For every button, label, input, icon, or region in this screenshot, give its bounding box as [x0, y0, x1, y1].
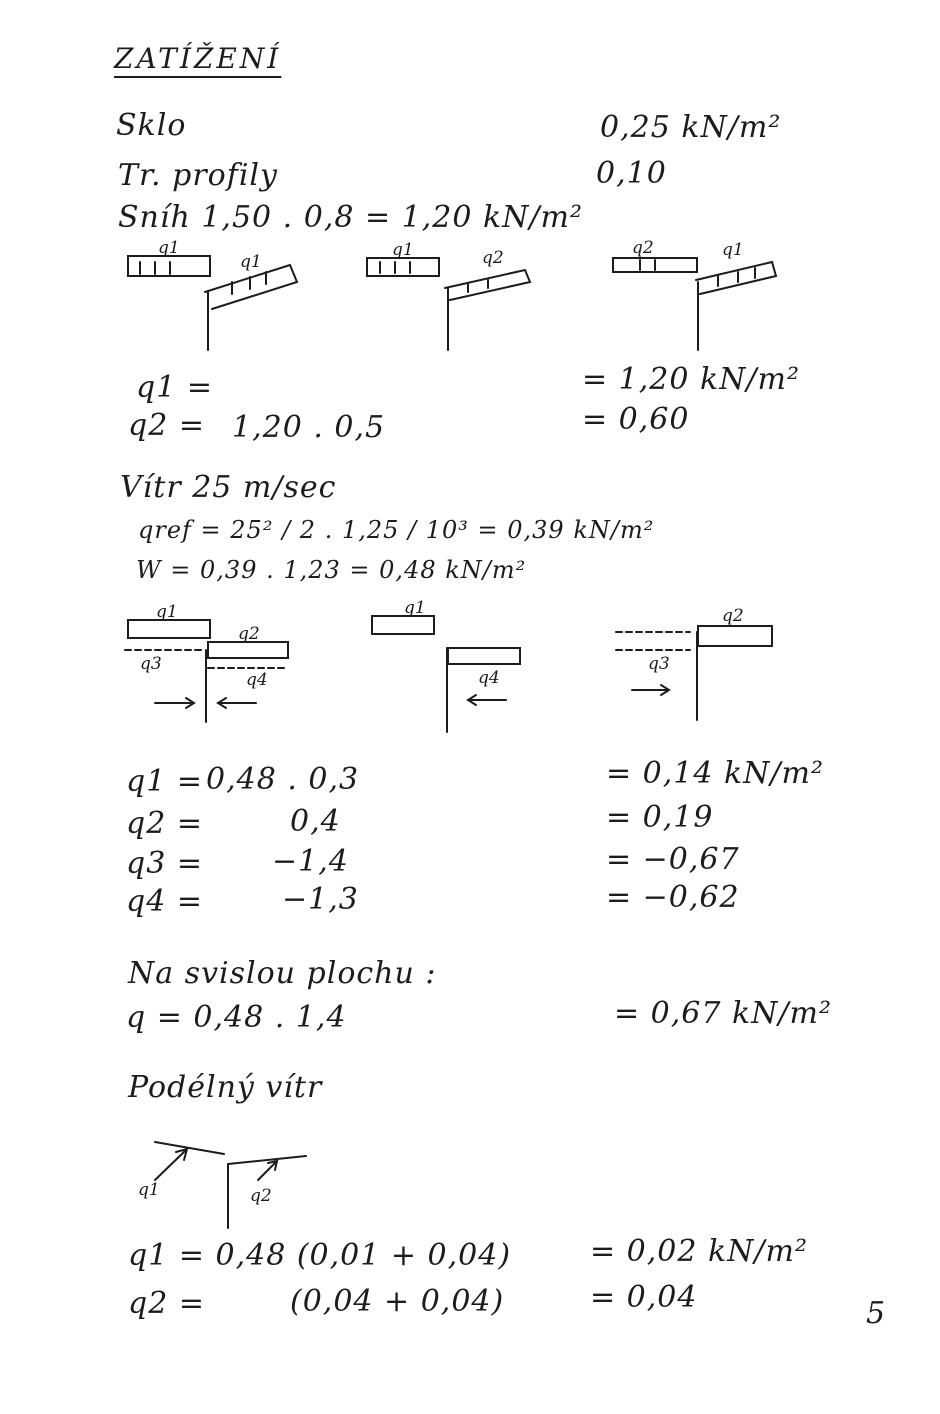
snow-d3-q2: q2: [632, 238, 654, 258]
wind-diagram-3: [616, 626, 772, 720]
snow-d2-q1: q1: [392, 240, 414, 260]
long-q2-expr: (0,04 + 0,04): [290, 1284, 505, 1319]
profiles-label: Tr. profily: [118, 158, 278, 193]
long-q2-label: q2 =: [128, 1286, 205, 1321]
wind-heading: Vítr 25 m/sec: [120, 470, 337, 505]
wind-q3-expr: −1,4: [272, 844, 349, 879]
snow-q1-label: q1 =: [136, 370, 213, 405]
wind-d2-q1: q1: [404, 598, 426, 618]
wind-q1-expr: 0,48 . 0,3: [206, 762, 360, 797]
wind-d1-q3: q3: [140, 654, 162, 674]
wind-d1-q4: q4: [246, 670, 268, 690]
snow-q2-value: = 0,60: [582, 402, 690, 437]
wind-q4-expr: −1,3: [282, 882, 359, 917]
wind-w: W = 0,39 . 1,23 = 0,48 kN/m²: [136, 556, 527, 584]
wind-q2-value: = 0,19: [606, 800, 714, 835]
snow-q2-label: q2 =: [128, 408, 205, 443]
wind-d3-q2: q2: [722, 606, 744, 626]
snow-q2-expr: 1,20 . 0,5: [232, 410, 386, 445]
wind-d1-q2: q2: [238, 624, 260, 644]
glass-label: Sklo: [116, 108, 187, 143]
snow-diagram-2: [367, 258, 530, 350]
wind-q3-label: q3 =: [126, 846, 203, 881]
page-number: 5: [866, 1296, 887, 1331]
wind-q1-value: = 0,14 kN/m²: [606, 756, 825, 791]
wind-d2-q4: q4: [478, 668, 500, 688]
vertical-expr: q = 0,48 . 1,4: [126, 1000, 347, 1035]
snow-d1-q1: q1: [158, 238, 180, 258]
wind-d1-q1: q1: [156, 602, 178, 622]
wind-q4-value: = −0,62: [606, 880, 740, 915]
longitudinal-diagram: [155, 1142, 306, 1228]
vertical-value: = 0,67 kN/m²: [614, 996, 833, 1031]
snow-d1-q1b: q1: [240, 252, 262, 272]
wind-q1-label: q1 =: [126, 764, 203, 799]
profiles-value: 0,10: [596, 156, 667, 191]
long-d-q2: q2: [250, 1186, 272, 1206]
longitudinal-heading: Podélný vítr: [128, 1070, 323, 1105]
snow-diagram-1: [128, 256, 297, 350]
wind-qref: qref = 25² / 2 . 1,25 / 10³ = 0,39 kN/m²: [138, 516, 655, 544]
wind-q2-expr: 0,4: [290, 804, 341, 839]
snow-d2-q2: q2: [482, 248, 504, 268]
wind-q4-label: q4 =: [126, 884, 203, 919]
long-d-q1: q1: [138, 1180, 160, 1200]
snow-diagram-3: [613, 258, 776, 350]
wind-d3-q3: q3: [648, 654, 670, 674]
page-title: ZATÍŽENÍ: [114, 42, 282, 75]
wind-q2-label: q2 =: [126, 806, 203, 841]
snow-d3-q1: q1: [722, 240, 744, 260]
long-q2-value: = 0,04: [590, 1280, 698, 1315]
wind-q3-value: = −0,67: [606, 842, 740, 877]
snow-line: Sníh 1,50 . 0,8 = 1,20 kN/m²: [118, 200, 583, 235]
long-q1-value: = 0,02 kN/m²: [590, 1234, 809, 1269]
vertical-heading: Na svislou plochu :: [128, 956, 437, 991]
long-q1-expr: q1 = 0,48 (0,01 + 0,04): [128, 1238, 512, 1273]
glass-value: 0,25 kN/m²: [600, 110, 782, 145]
snow-q1-value: = 1,20 kN/m²: [582, 362, 801, 397]
